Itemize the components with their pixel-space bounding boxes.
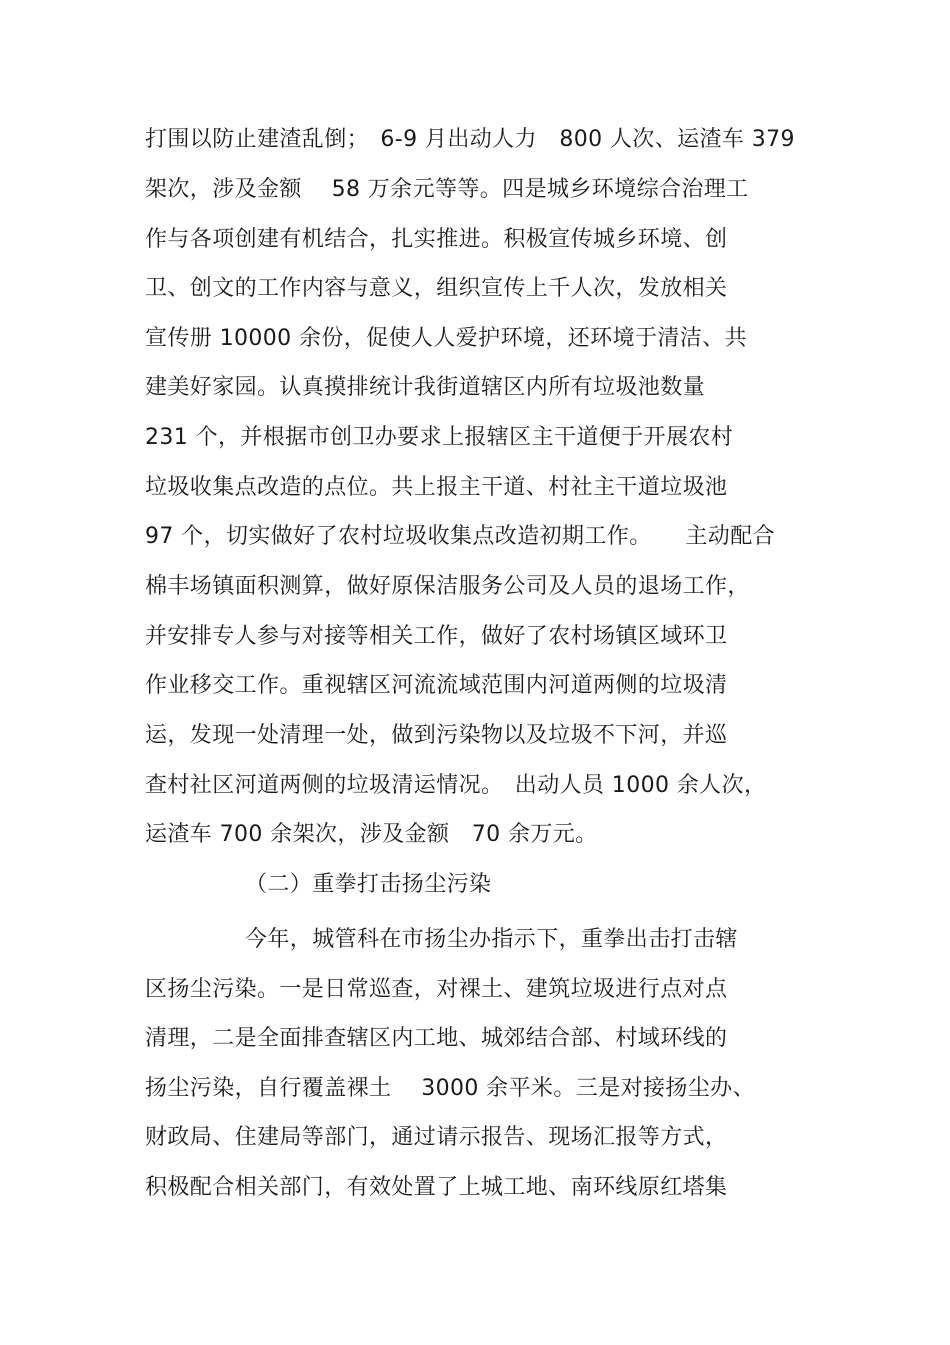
paragraph-line: 作与各项创建有机结合，扎实推进。积极宣传城乡环境、创 bbox=[145, 227, 728, 252]
paragraph-line: 宣传册 10000 余份，促使人人爱护环境，还环境于清洁、共 bbox=[145, 326, 747, 351]
paragraph-line: 运渣车 700 余架次，涉及金额 70 余万元。 bbox=[145, 822, 598, 847]
paragraph-line: 棉丰场镇面积测算，做好原保洁服务公司及人员的退场工作， bbox=[145, 574, 750, 599]
paragraph-line: 并安排专人参与对接等相关工作，做好了农村场镇区域环卫 bbox=[145, 624, 728, 649]
paragraph-line: 查村社区河道两侧的垃圾清运情况。 出动人员 1000 余人次， bbox=[145, 773, 767, 798]
paragraph-line: 卫、创文的工作内容与意义，组织宣传上千人次，发放相关 bbox=[145, 276, 728, 301]
paragraph-line: 运，发现一处清理一处，做到污染物以及垃圾不下河，并巡 bbox=[145, 723, 728, 748]
paragraph-line: 区扬尘污染。一是日常巡查，对裸土、建筑垃圾进行点对点 bbox=[145, 977, 728, 1002]
paragraph-line: 231 个，并根据市创卫办要求上报辖区主干道便于开展农村 bbox=[145, 425, 734, 450]
paragraph-line: 清理，二是全面排查辖区内工地、城郊结合部、村域环线的 bbox=[145, 1026, 728, 1051]
paragraph-line: 作业移交工作。重视辖区河流流域范围内河道两侧的垃圾清 bbox=[145, 673, 728, 698]
paragraph-line: 建美好家园。认真摸排统计我街道辖区内所有垃圾池数量 bbox=[145, 375, 706, 400]
paragraph-line: 97 个，切实做好了农村垃圾收集点改造初期工作。 主动配合 bbox=[145, 524, 775, 549]
paragraph-line: 垃圾收集点改造的点位。共上报主干道、村社主干道垃圾池 bbox=[145, 475, 728, 500]
paragraph-line: 打围以防止建渣乱倒； 6-9 月出动人力 800 人次、运渣车 379 bbox=[145, 127, 795, 152]
paragraph-line: 积极配合相关部门，有效处置了上城工地、南环线原红塔集 bbox=[145, 1175, 728, 1200]
paragraph-line: 架次，涉及金额 58 万余元等等。四是城乡环境综合治理工 bbox=[145, 177, 749, 202]
paragraph-line: 财政局、住建局等部门，通过请示报告、现场汇报等方式， bbox=[145, 1125, 728, 1150]
paragraph-line-first: 今年，城管科在市扬尘办指示下，重拳出击打击辖 bbox=[245, 927, 738, 952]
paragraph-line: 扬尘污染，自行覆盖裸土 3000 余平米。三是对接扬尘办、 bbox=[145, 1076, 755, 1101]
section-heading: （二）重拳打击扬尘污染 bbox=[245, 872, 492, 897]
